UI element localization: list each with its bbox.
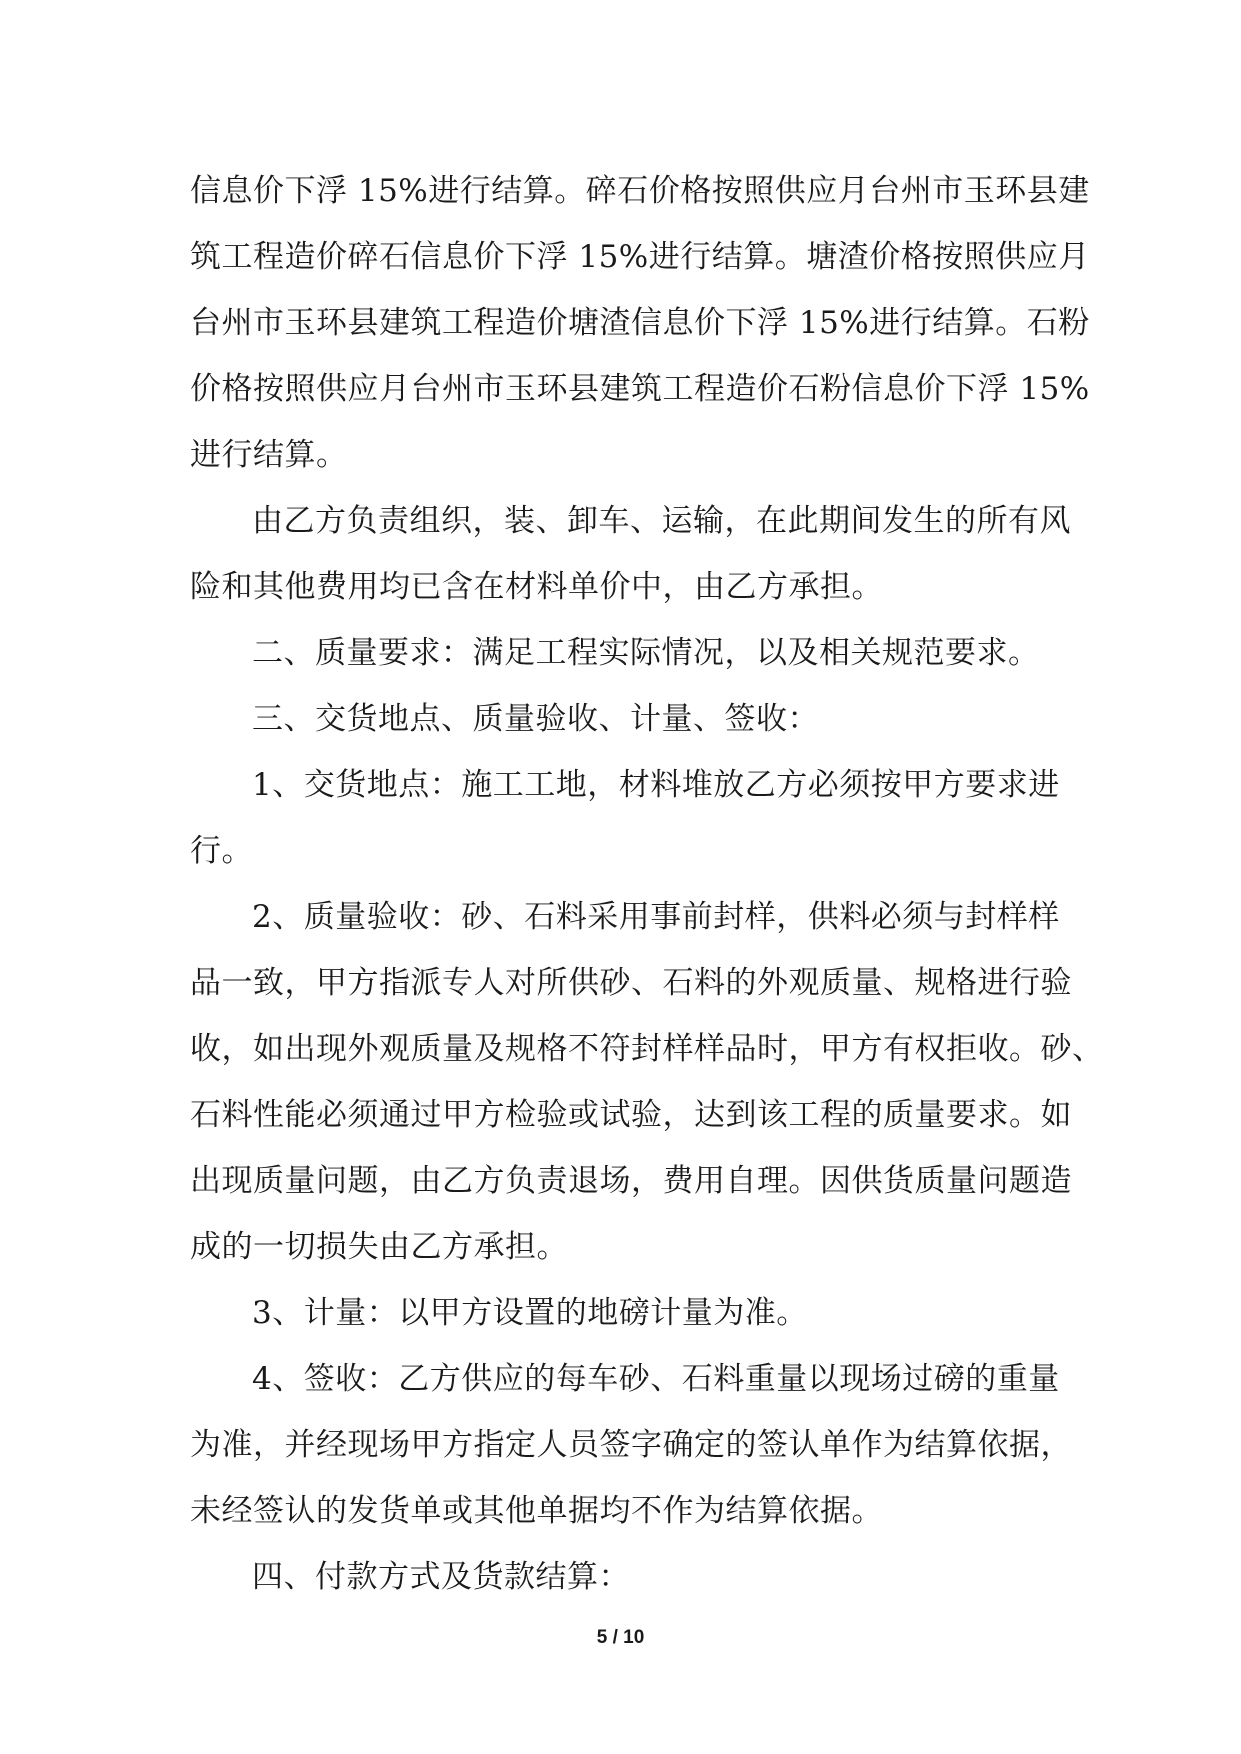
text-line: 进行结算。 xyxy=(190,437,348,473)
text-line: 1、交货地点：施工工地，材料堆放乙方必须按甲方要求进 xyxy=(252,767,1060,803)
text-line: 险和其他费用均已含在材料单价中，由乙方承担。 xyxy=(190,569,883,605)
text-line: 石料性能必须通过甲方检验或试验，达到该工程的质量要求。如 xyxy=(190,1097,1072,1133)
text-line: 行。 xyxy=(190,833,253,869)
text-line: 出现质量问题，由乙方负责退场，费用自理。因供货质量问题造 xyxy=(190,1163,1072,1199)
text-line: 信息价下浮 15%进行结算。碎石价格按照供应月台州市玉环县建 xyxy=(190,173,1090,209)
text-line: 未经签认的发货单或其他单据均不作为结算依据。 xyxy=(190,1493,883,1529)
section-heading: 三、交货地点、质量验收、计量、签收： xyxy=(252,701,819,737)
text-line: 2、质量验收：砂、石料采用事前封样，供料必须与封样样 xyxy=(252,899,1060,935)
text-line: 4、签收：乙方供应的每车砂、石料重量以现场过磅的重量 xyxy=(252,1361,1060,1397)
text-line: 品一致，甲方指派专人对所供砂、石料的外观质量、规格进行验 xyxy=(190,965,1072,1001)
section-heading: 二、质量要求：满足工程实际情况，以及相关规范要求。 xyxy=(252,635,1040,671)
section-heading: 四、付款方式及货款结算： xyxy=(252,1559,630,1595)
text-line: 筑工程造价碎石信息价下浮 15%进行结算。塘渣价格按照供应月 xyxy=(190,239,1090,275)
page-number: 5 / 10 xyxy=(596,1627,645,1648)
text-line: 收，如出现外观质量及规格不符封样样品时，甲方有权拒收。砂、 xyxy=(190,1031,1104,1067)
text-line: 成的一切损失由乙方承担。 xyxy=(190,1229,568,1265)
text-line: 台州市玉环县建筑工程造价塘渣信息价下浮 15%进行结算。石粉 xyxy=(190,305,1090,341)
text-line: 价格按照供应月台州市玉环县建筑工程造价石粉信息价下浮 15% xyxy=(190,371,1090,407)
text-line: 由乙方负责组织，装、卸车、运输，在此期间发生的所有风 xyxy=(252,503,1071,539)
text-line: 3、计量：以甲方设置的地磅计量为准。 xyxy=(252,1295,808,1331)
document-body xyxy=(190,158,1104,1610)
text-line: 为准，并经现场甲方指定人员签字确定的签认单作为结算依据， xyxy=(190,1427,1072,1463)
